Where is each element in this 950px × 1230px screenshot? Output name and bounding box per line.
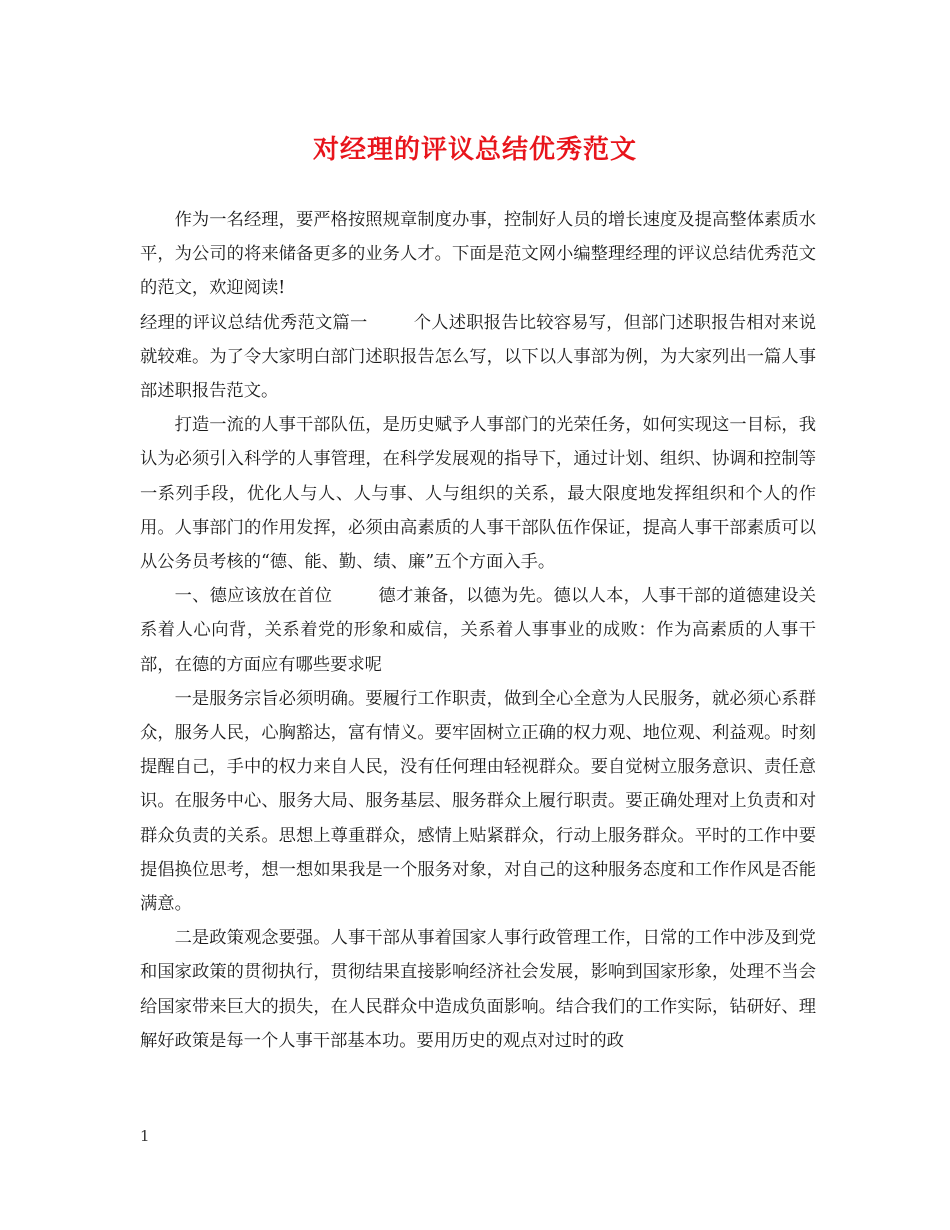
intro-paragraph: 作为一名经理，要严格按照规章制度办事，控制好人员的增长速度及提高整体素质水平，为公司的将来储备更多的业务人才。下面是范文网小编整理经理的评议总结优秀范文的范文，欢迎阅读! [140, 210, 816, 299]
paragraph-4: 一是服务宗旨必须明确。要履行工作职责，做到全心全意为人民服务，就必须心系群众，服务人民，心胸豁达，富有情义。要牢固树立正确的权力观、地位观、利益观。时刻提醒自己，手中的权力来自人民，没有任何理由轻视群众。要自觉树立服务意识、责任意识。在服务中心、服务大局、服务基层、服务群众上履行职责。要正确处理对上负责和对群众负责的关系。思想上尊重群众，感情上贴紧群众，行动上服务群众。平时的工作中要提倡换位思考，想一想如果我是一个服务对象，对自己的这种服务态度和工作作风是否能满意。 [140, 688, 816, 915]
paragraph-3-heading: 一、德应该放在首位 [174, 586, 333, 607]
paragraph-2: 打造一流的人事干部队伍，是历史赋予人事部门的光荣任务，如何实现这一目标，我认为必须引入科学的人事管理，在科学发展观的指导下，通过计划、组织、协调和控制等一系列手段，优化人与人、人与事、人与组织的关系，最大限度地发挥组织和个人的作用。人事部门的作用发挥，必须由高素质的人事干部队伍作保证，提高人事干部素质可以从公务员考核的“德、能、勤、绩、廉”五个方面入手。 [140, 415, 816, 573]
paragraph-3-text: 德才兼备，以德为先。德以人本，人事干部的道德建设关系着人心向背，关系着党的形象和威信，关系着人事事业的成败：作为高素质的人事干部，在德的方面应有哪些要求呢 [140, 586, 816, 675]
page-number: 1 [140, 1127, 150, 1145]
section1-paragraph [140, 306, 816, 409]
document-body [140, 203, 816, 1058]
section1-heading: 经理的评议总结优秀范文篇一 [140, 312, 368, 333]
paragraph-3 [140, 579, 816, 682]
document-title: 对经理的评议总结优秀范文 [312, 135, 637, 165]
paragraph-5: 二是政策观念要强。人事干部从事着国家人事行政管理工作，日常的工作中涉及到党和国家政策的贯彻执行，贯彻结果直接影响经济社会发展，影响到国家形象，处理不当会给国家带来巨大的损失，在人民群众中造成负面影响。结合我们的工作实际，钻研好、理解好政策是每一个人事干部基本功。要用历史的观点对过时的政 [140, 928, 816, 1051]
section1-text: 个人述职报告比较容易写，但部门述职报告相对来说就较难。为了令大家明白部门述职报告怎么写，以下以人事部为例，为大家列出一篇人事部述职报告范文。 [140, 312, 816, 402]
